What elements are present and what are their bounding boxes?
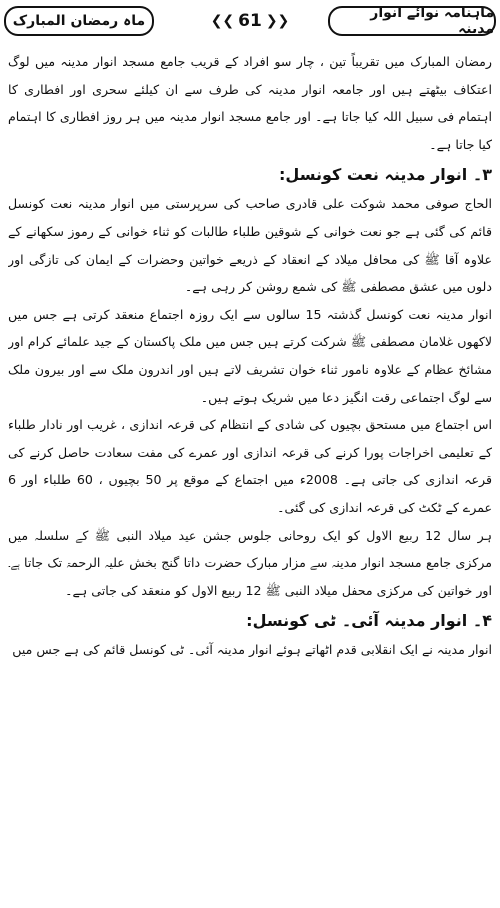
paragraph: انوار مدینہ نے ایک انقلابی قدم اٹھاتے ہوئے انوار مدینہ آئی۔ ٹی کونسل قائم کی ہے جس میں: [12, 642, 492, 658]
paragraph: ہر سال 12 ربیع الاول کو ایک روحانی جلوس جشن عید میلاد النبی ﷺ کے سلسلہ میں مرکزی جامع مسجد انوار مدینہ سے مزار مبارک حضرت داتا گنج بخش علیہ الرحمۃ تک جاتا ہے۔ اور خواتین کی مرکزی محفل میلاد النبی ﷺ 12 ربیع الاول کو منعقد کی جاتی ہے۔: [8, 527, 492, 598]
paragraph: اس اجتماع میں مستحق بچیوں کی شادی کے انتظام کی قرعہ اندازی ، غریب اور نادار طلباء کے تعلیمی اخراجات پورا کرنے کی قرعہ اندازی اور عمرے کی مفت سعادت حاصل کرنے کی قرعہ اندازی کی جاتی ہے۔ 2008ء میں اجتماع کے موقع پر 50 بچیوں ، 60 طلباء اور 6 عمرے کے ٹکٹ کی قرعہ اندازی کی گئی۔: [8, 417, 492, 515]
paragraph: انوار مدینہ نعت کونسل گذشتہ 15 سالوں سے ایک روزہ اجتماع منعقد کرتی ہے جس میں لاکھوں غلامان مصطفی ﷺ شرکت کرتے ہیں جس میں ملک پاکستان کے جید علمائے کرام اور مشائخ عظام کے علاوہ نامور ثناء خوان تشریف لاتے ہیں اور اندرون ملک سے اور بیرون ملک سے لوگ اجتماعی رقت انگیز دعا میں شریک ہوتے ہیں۔: [8, 306, 492, 405]
paragraph: رمضان المبارک میں تقریباً تین ، چار سو افراد کے قریب جامع مسجد انوار مدینہ میں لوگ اعتکاف بیٹھتے ہیں اور جامعہ انوار مدینہ کی طرف سے ان کیلئے سحری اور افطاری کا اہتمام فی سبیل اللہ کیا جاتا ہے۔ اور جامع مسجد انوار مدینہ میں ہر روز افطاری کا اہتمام کیا جاتا ہے۔: [8, 54, 492, 152]
ornament-icon: ❯❯: [265, 13, 290, 29]
section-heading: ۳۔ انوار مدینہ نعت کونسل:: [279, 165, 492, 185]
page-header: [4, 4, 496, 40]
section-heading: ۴۔ انوار مدینہ آئی۔ ٹی کونسل:: [246, 611, 492, 631]
magazine-title: ماہنامہ نوائے انوار مدینہ: [328, 6, 496, 36]
article-body: [8, 48, 492, 904]
page-number: 61: [238, 11, 262, 31]
paragraph: الحاج صوفی محمد شوکت علی قادری صاحب کی سرپرستی میں انوار مدینہ نعت کونسل قائم کی گئی ہے جو نعت خوانی کے شوقین طلباء طالبات کو ثناء خوانی کے رموز سکھانے کے علاوہ آقا ﷺ کی محافل میلاد کے انعقاد کے ذریعے خواتین وحضرات کے ایمان کی تازگی اور دلوں میں عشق مصطفی ﷺ کی شمع روشن کر رہی ہے۔: [8, 196, 492, 295]
ornament-icon: ❮❮: [210, 13, 235, 29]
page-number-box: [209, 6, 291, 36]
issue-month: ماہ رمضان المبارک: [4, 6, 154, 36]
